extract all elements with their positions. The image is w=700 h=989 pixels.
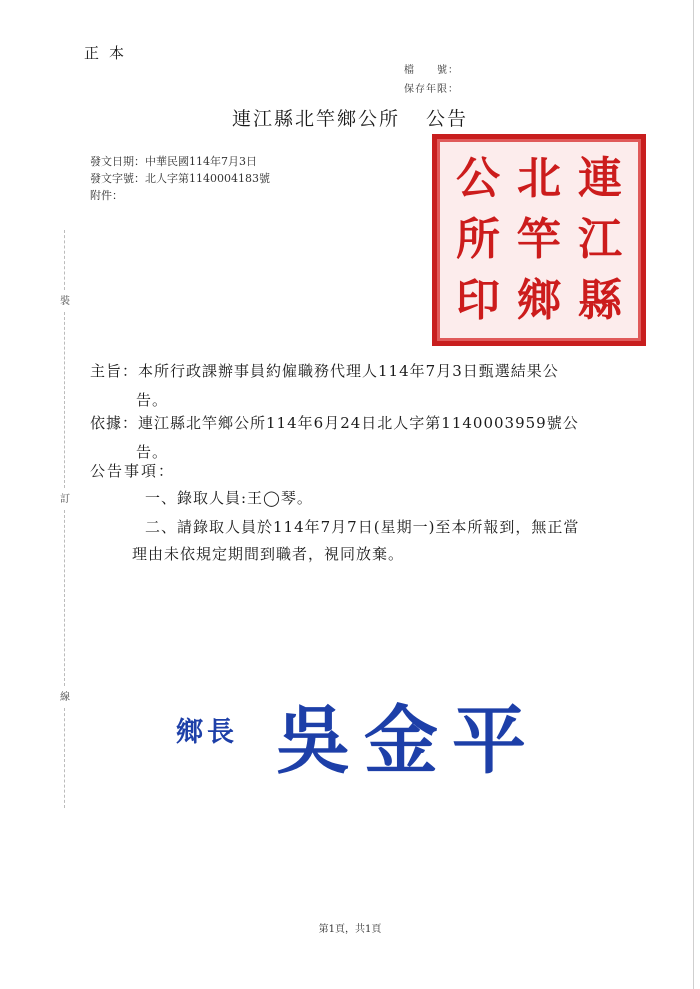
basis-line-2: 告。 — [136, 443, 169, 461]
seal-char: 所 — [456, 214, 500, 265]
announcement-item-2-continued: 理由未依規定期間到職者，視同放棄。 — [132, 545, 405, 563]
signatory-name-stamp: 吳金平 — [276, 698, 540, 784]
retention-label: 保存年限： — [404, 84, 459, 95]
seal-char: 縣 — [578, 275, 622, 326]
document-type: 公告 — [426, 108, 469, 130]
seal-char: 竿 — [517, 214, 561, 265]
seal-char: 鄉 — [517, 275, 561, 326]
seal-char: 江 — [578, 214, 622, 265]
binding-mark-ding: 訂 — [60, 494, 70, 505]
subject-line-1: 本所行政課辦事員約僱職務代理人114年7月3日甄選結果公 — [138, 362, 559, 380]
announcement-item-2: 二、請錄取人員於114年7月7日(星期一)至本所報到，無正當 — [145, 518, 580, 536]
announcement-items-title: 公告事項： — [90, 462, 176, 480]
page-number: 第1頁，共1頁 — [318, 924, 382, 935]
seal-char: 連 — [578, 153, 622, 204]
subject-line-2: 告。 — [136, 391, 169, 409]
copy-mark: 正本 — [84, 44, 135, 62]
binding-dash — [64, 708, 65, 808]
seal-char: 北 — [517, 153, 561, 204]
announcement-item-1: 一、錄取人員:王◯琴。 — [145, 489, 313, 507]
binding-mark-zhuang: 裝 — [60, 296, 70, 307]
agency-name: 連江縣北竿鄉公所 — [231, 108, 400, 130]
basis-paragraph — [90, 409, 630, 467]
issue-date: 發文日期：中華民國114年7月3日 — [90, 155, 257, 168]
document-title — [0, 104, 700, 131]
seal-column-middle — [512, 151, 566, 329]
seal-column-right — [573, 151, 627, 329]
file-number-label: 檔 號： — [404, 65, 459, 76]
basis-line-1: 連江縣北竿鄉公所114年6月24日北人字第1140003959號公 — [138, 414, 579, 432]
binding-mark-xian: 線 — [60, 692, 70, 703]
basis-label: 依據： — [90, 414, 139, 432]
scan-edge — [693, 0, 694, 989]
seal-char: 公 — [456, 153, 500, 204]
subject-paragraph — [90, 357, 630, 415]
binding-dash — [64, 510, 65, 686]
signatory-title: 鄉長 — [176, 717, 238, 748]
official-seal — [432, 134, 646, 346]
seal-char: 印 — [456, 275, 500, 326]
binding-dash — [64, 230, 65, 290]
doc-number: 發文字號：北人字第1140004183號 — [90, 172, 270, 185]
attachment-label: 附件： — [90, 189, 123, 202]
seal-column-left — [451, 151, 505, 329]
binding-dash — [64, 312, 65, 488]
subject-label: 主旨： — [90, 362, 139, 380]
